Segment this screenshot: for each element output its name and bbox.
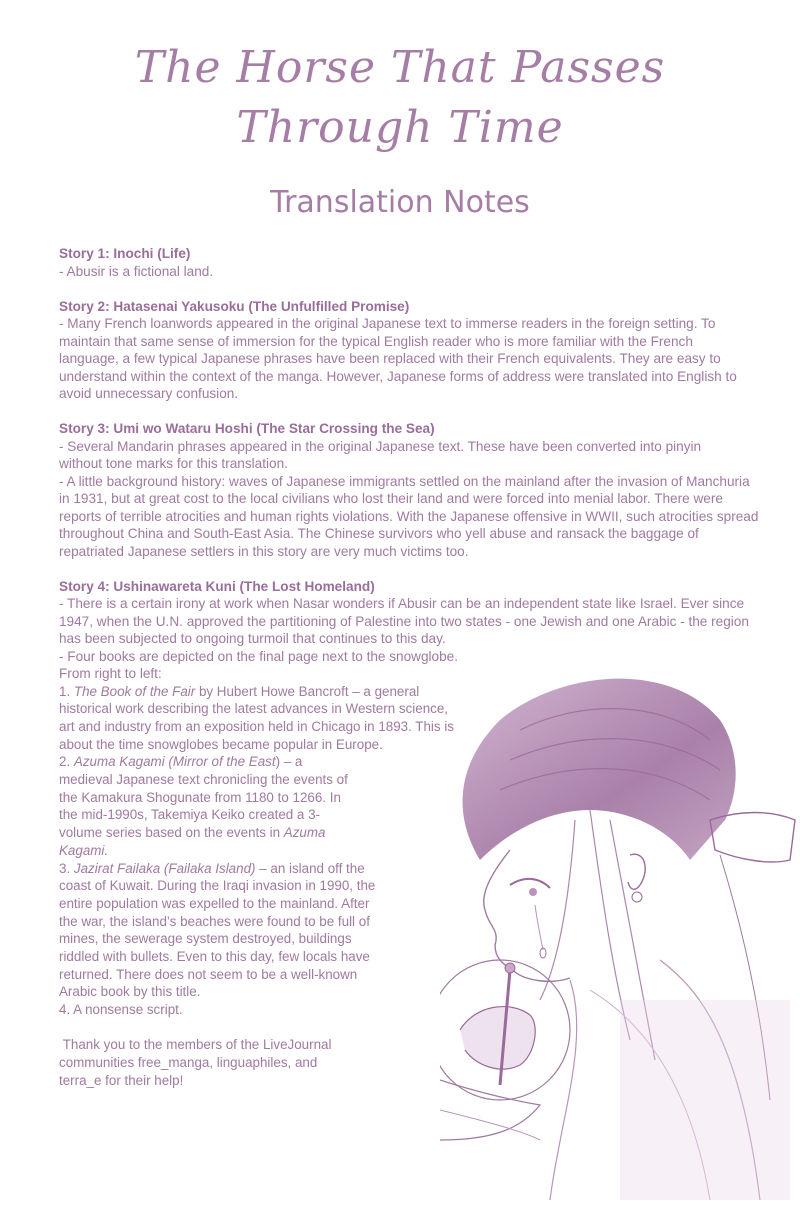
story-heading: Story 2: Hatasenai Yakusoku (The Unfulfilled Promise) (59, 298, 410, 314)
note-paragraph: - Abusir is a fictional land. (59, 263, 214, 279)
book-list (59, 683, 454, 1019)
story-heading: Story 3: Umi wo Wataru Hoshi (The Star Crossing the Sea) (59, 421, 435, 436)
translation-notes (59, 245, 789, 1089)
book-description: – an island off the coast of Kuwait. During the Iraqi invasion in 1990, the entire population was expelled to the mainland. After the war, the island’s beaches were found to be full of mines, the sewerage system destroyed, buildings riddled with bullets. Even to this day, few locals have returned. There does not seem to be a well-known Arabic book by this title. (59, 860, 376, 1000)
book-item (59, 1001, 454, 1019)
story-1-notes (59, 245, 789, 280)
story-heading: Story 4: Ushinawareta Kuni (The Lost Homeland) (59, 578, 375, 594)
story-heading: Story 1: Inochi (Life) (59, 246, 191, 261)
story-3-notes (59, 420, 789, 560)
page-subtitle: Translation Notes (270, 185, 530, 220)
note-paragraph: - Many French loanwords appeared in the original Japanese text to immerse readers in the foreign setting. To maintain that same sense of immersion for the typical English reader who is more familiar with the French language, a few typical Japanese phrases have been replaced with their French equivalents. They are easy to understand within the context of the manga. However, Japanese forms of address were translated into English to avoid unnecessary confusion. (59, 316, 737, 401)
story-4-notes (59, 578, 789, 1090)
book-title: The Book of the Fair (73, 683, 196, 699)
book-number: 1. (59, 683, 74, 699)
book-number: 3. (59, 860, 74, 876)
title-line-2: Through Time (236, 102, 564, 153)
note-paragraph: - A little background history: waves of Japanese immigrants settled on the mainland after the invasion of Manchuria in 1931, but at great cost to the local civilians who lost their land and were forced into menial labor. There were reports of terrible atrocities and human rights violations. With the Japanese offensive in WWII, such atrocities spread throughout China and South-East Asia. The Chinese survivors who yell abuse and ransack the baggage of repatriated Japanese settlers in this story are very much victims too. (59, 473, 759, 559)
note-paragraph: - Several Mandarin phrases appeared in the original Japanese text. These have been converted into pinyin without tone marks for this translation. (59, 438, 702, 471)
book-number: 2. (59, 754, 74, 770)
book-description: ) – a medieval Japanese text chronicling the events of the Kamakura Shogunate from 1180 to 1266. In the mid-1990s, Takemiya Keiko created a 3-volume series based on the events in (59, 754, 348, 841)
page-title (0, 38, 800, 158)
note-paragraph: - There is a certain irony at work when Nasar wonders if Abusir can be an independent state like Israel. Ever since 1947, when the U.N. approved the partitioning of Palestine into two states - one Jewish and one Arabic - the region has been subjected to ongoing turmoil that continues to this day. (59, 596, 749, 646)
book-number: 4. (59, 1002, 74, 1018)
book-title: Azuma Kagami. (59, 825, 326, 858)
book-description: A nonsense script. (73, 1002, 183, 1018)
book-item (59, 753, 359, 859)
book-item (59, 683, 454, 754)
book-item (59, 860, 389, 1002)
book-description: by Hubert Howe Bancroft – a general historical work describing the latest advances in Western science, art and industry from an exposition held in Chicago in 1893. This is about the time snowglobes became popular in Europe. (59, 683, 454, 752)
note-paragraph: - Four books are depicted on the final page next to the snowglobe. (59, 648, 459, 664)
acknowledgements: Thank you to the members of the LiveJournal communities free_manga, linguaphiles, and terra_e for their help! (59, 1037, 336, 1088)
book-title: Azuma Kagami (Mirror of the East (73, 754, 276, 770)
title-line-1: The Horse That Passes (134, 42, 666, 93)
story-2-notes (59, 298, 789, 403)
book-title: Jazirat Failaka (Failaka Island) (73, 860, 256, 876)
note-paragraph: From right to left: (59, 666, 162, 681)
